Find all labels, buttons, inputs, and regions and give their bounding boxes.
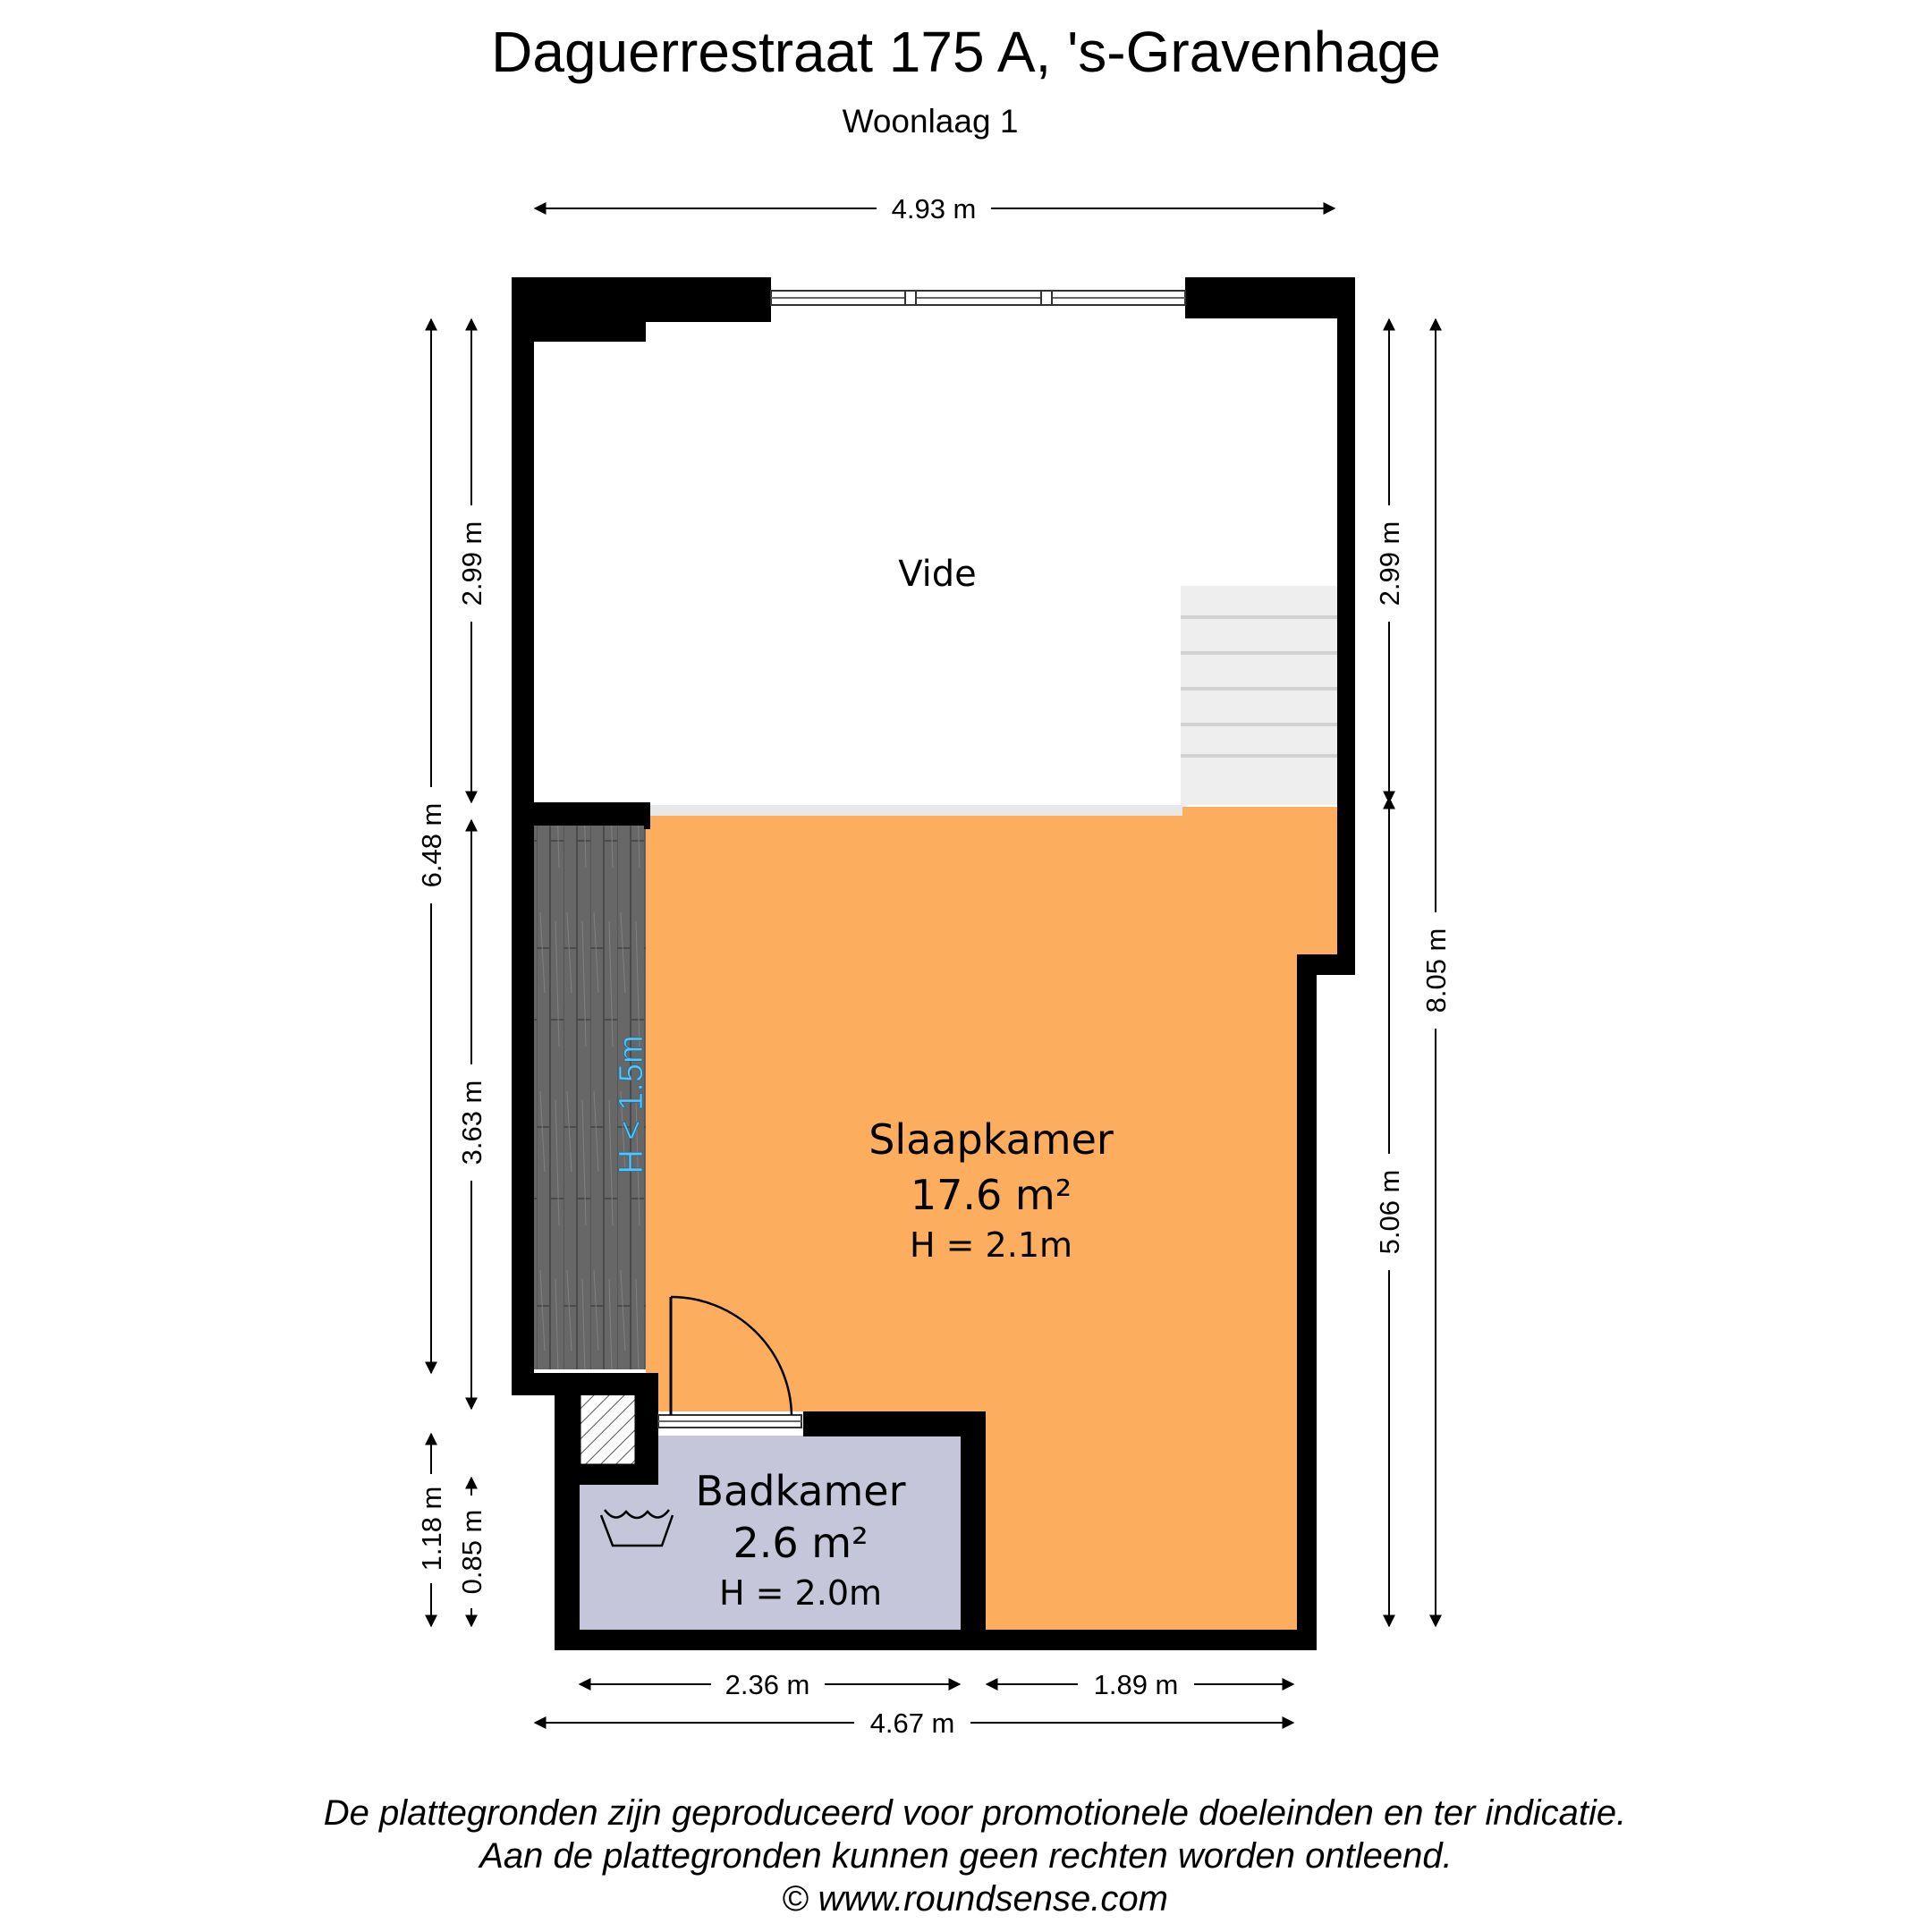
disclaimer-line-1: De plattegronden zijn geproduceerd voor promotionele doeleinden en ter indicatie.: [323, 1793, 1627, 1833]
dim-bottom-right: 1.89 m: [1093, 1669, 1179, 1700]
dim-right-total: 8.05 m: [1420, 928, 1452, 1013]
dim-left-bottom-outer: 1.18 m: [416, 1486, 447, 1572]
dim-top-width: 4.93 m: [891, 193, 977, 225]
slaapkamer-area: 17.6 m²: [910, 1171, 1072, 1219]
vide-edge: [646, 805, 1182, 816]
disclaimer-line-2: Aan de plattegronden kunnen geen rechten worden ontleend.: [479, 1836, 1453, 1876]
page-title: Daguerrestraat 175 A, 's-Gravenhage: [491, 20, 1441, 84]
badkamer-name: Badkamer: [695, 1467, 906, 1515]
shaft: [580, 1394, 636, 1465]
dim-left-mid: 3.63 m: [456, 1080, 487, 1165]
dim-bottom-left: 2.36 m: [724, 1669, 810, 1700]
badkamer-area: 2.6 m²: [733, 1519, 869, 1567]
low-ceiling-label: H < 1.5m: [613, 1035, 650, 1174]
dim-left-vide: 2.99 m: [456, 521, 487, 606]
slaapkamer-name: Slaapkamer: [869, 1115, 1114, 1164]
dim-right-vide: 2.99 m: [1374, 521, 1405, 606]
dim-left-total: 6.48 m: [416, 802, 447, 888]
slaapkamer-height: H = 2.1m: [909, 1225, 1073, 1265]
dim-left-bottom-inner: 0.85 m: [456, 1509, 487, 1595]
window: [771, 291, 1185, 305]
dim-bottom-total: 4.67 m: [869, 1707, 955, 1739]
copyright: © www.roundsense.com: [782, 1879, 1168, 1919]
floor-subtitle: Woonlaag 1: [842, 103, 1019, 140]
dim-right-lower: 5.06 m: [1374, 1169, 1405, 1255]
stairs: [1181, 586, 1337, 805]
vide-label: Vide: [898, 554, 977, 595]
badkamer-height: H = 2.0m: [718, 1573, 883, 1613]
